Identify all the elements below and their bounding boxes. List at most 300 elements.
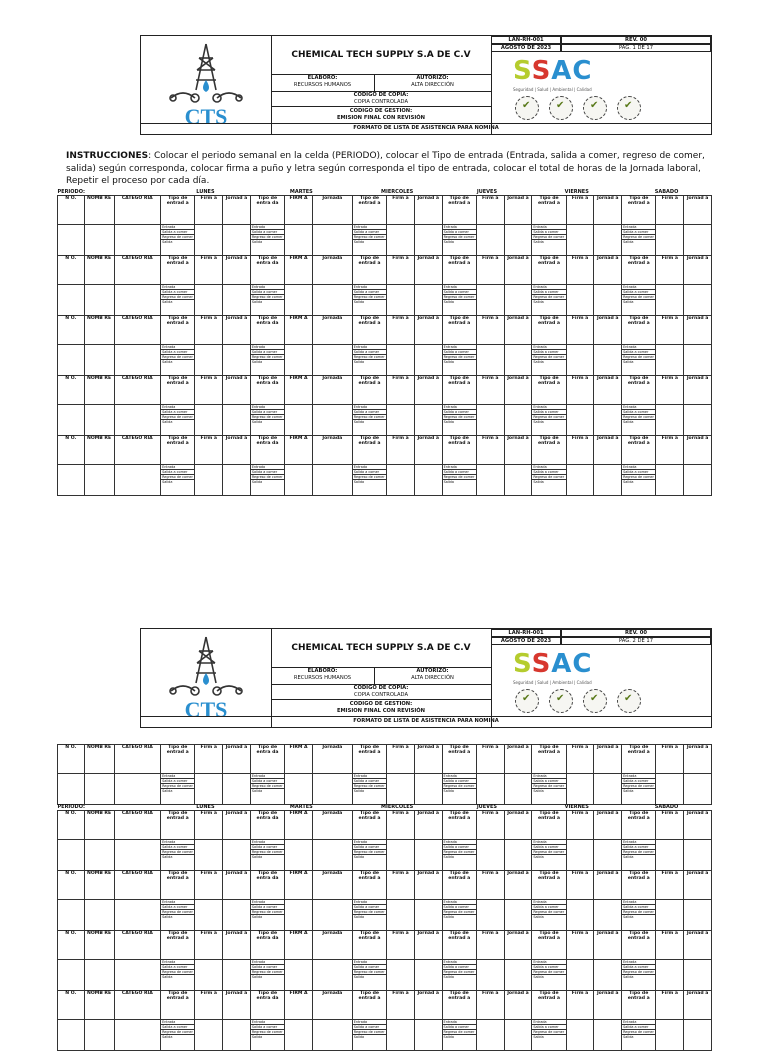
day-label: MIERCOLES bbox=[381, 804, 414, 810]
cell-nombre[interactable] bbox=[84, 1020, 114, 1051]
entry-types-cell bbox=[442, 285, 476, 316]
cell-firma[interactable] bbox=[387, 960, 415, 991]
col-tipo-entrada: Tipo de entrad a bbox=[161, 931, 195, 960]
cell-no[interactable] bbox=[58, 900, 85, 931]
col-categoria: CATEGO RIA bbox=[114, 316, 161, 345]
entry-type-label: Entrada bbox=[251, 840, 284, 845]
cell-no[interactable] bbox=[58, 405, 85, 436]
cell-firma[interactable] bbox=[387, 774, 415, 805]
entry-type-label: Entrada bbox=[443, 960, 476, 965]
cell-jornada[interactable] bbox=[684, 900, 712, 931]
cell-firma[interactable] bbox=[476, 465, 504, 496]
cell-nombre[interactable] bbox=[84, 225, 114, 256]
cert-seal-icon bbox=[617, 96, 641, 120]
entry-type-label: Regreso de comer bbox=[443, 475, 475, 479]
cell-jornada[interactable] bbox=[594, 900, 622, 931]
cell-firma[interactable] bbox=[656, 960, 684, 991]
col-categoria: CATEGO RIA bbox=[114, 991, 161, 1020]
cell-jornada[interactable] bbox=[504, 774, 532, 805]
cell-firma[interactable] bbox=[387, 840, 415, 871]
cell-categoria[interactable] bbox=[114, 345, 161, 376]
col-jornada: Jornad a bbox=[414, 196, 442, 225]
cell-jornada[interactable] bbox=[312, 405, 352, 436]
entry-type-label: Salida a comer bbox=[532, 1025, 565, 1030]
cell-firma[interactable] bbox=[387, 285, 415, 316]
cell-jornada[interactable] bbox=[504, 225, 532, 256]
cell-jornada[interactable] bbox=[312, 285, 352, 316]
cell-nombre[interactable] bbox=[84, 405, 114, 436]
col-jornada: Jornad a bbox=[594, 376, 622, 405]
entry-type-label: Entrada bbox=[443, 1020, 476, 1025]
entry-type-label: Salida a comer bbox=[532, 350, 565, 355]
cell-firma[interactable] bbox=[195, 840, 223, 871]
entry-type-label: Salida bbox=[353, 480, 365, 484]
entry-type-label: Entrada bbox=[622, 1020, 655, 1025]
elaboro-cell: ELABORO: RECURSOS HUMANOS bbox=[271, 667, 375, 685]
col-jornada: Jornad a bbox=[594, 436, 622, 465]
entry-type-label: Salida a comer bbox=[353, 1025, 386, 1030]
col-firma: Firm a bbox=[387, 871, 415, 900]
col-firma: Firm a bbox=[476, 436, 504, 465]
entry-types-cell bbox=[442, 840, 476, 871]
cell-nombre[interactable] bbox=[84, 345, 114, 376]
cell-categoria[interactable] bbox=[114, 840, 161, 871]
cell-categoria[interactable] bbox=[114, 960, 161, 991]
col-firma: FIRM A bbox=[285, 256, 313, 285]
cell-jornada[interactable] bbox=[223, 405, 251, 436]
col-categoria: CATEGO RIA bbox=[114, 376, 161, 405]
cell-jornada[interactable] bbox=[414, 465, 442, 496]
cell-firma[interactable] bbox=[566, 345, 594, 376]
entry-types-cell bbox=[442, 465, 476, 496]
cell-firma[interactable] bbox=[566, 840, 594, 871]
entry-type-label: Salida a comer bbox=[622, 230, 655, 235]
cert-seal-icon bbox=[515, 689, 539, 713]
cell-no[interactable] bbox=[58, 465, 85, 496]
col-jornada: Jornad a bbox=[594, 316, 622, 345]
col-jornada: Jornada bbox=[312, 256, 352, 285]
entry-type-label: Regreso de comer bbox=[443, 235, 475, 239]
col-tipo-entrada: Tipo de entrad a bbox=[622, 316, 656, 345]
cell-jornada[interactable] bbox=[684, 840, 712, 871]
col-jornada: Jornada bbox=[312, 196, 352, 225]
entry-type-label: Salida bbox=[443, 420, 454, 424]
col-jornada: Jornad a bbox=[504, 316, 532, 345]
cell-jornada[interactable] bbox=[504, 285, 532, 316]
cell-firma[interactable] bbox=[195, 225, 223, 256]
col-tipo-entrada: Tipo de entrad a bbox=[622, 991, 656, 1020]
cell-jornada[interactable] bbox=[223, 1020, 251, 1051]
entry-type-label: Salida a comer bbox=[622, 965, 655, 970]
cell-jornada[interactable] bbox=[312, 345, 352, 376]
col-tipo-entrada: Tipo de entrad a bbox=[442, 316, 476, 345]
cell-categoria[interactable] bbox=[114, 465, 161, 496]
ssac-logo: SSAC bbox=[513, 649, 593, 679]
table-header-row bbox=[58, 256, 712, 285]
entry-type-label: Entrada bbox=[161, 405, 194, 410]
col-jornada: Jornad a bbox=[594, 931, 622, 960]
cell-jornada[interactable] bbox=[684, 465, 712, 496]
col-firma: Firm a bbox=[476, 871, 504, 900]
cell-firma[interactable] bbox=[656, 900, 684, 931]
cell-firma[interactable] bbox=[285, 465, 313, 496]
cell-no[interactable] bbox=[58, 225, 85, 256]
col-firma: Firm a bbox=[387, 745, 415, 774]
cell-firma[interactable] bbox=[195, 960, 223, 991]
cell-firma[interactable] bbox=[285, 285, 313, 316]
cell-firma[interactable] bbox=[285, 960, 313, 991]
autorizo-cell: AUTORIZO: ALTA DIRECCIÓN bbox=[411, 668, 454, 681]
page-number: PAG. 2 DE 17 bbox=[561, 637, 711, 645]
revision: REV. 00 bbox=[561, 36, 711, 44]
entry-type-label: Salida a comer bbox=[251, 230, 284, 235]
entry-type-label: Regreso de comer bbox=[443, 415, 475, 419]
entry-type-label: Salida bbox=[623, 975, 634, 979]
col-firma: Firm a bbox=[195, 931, 223, 960]
col-jornada: Jornad a bbox=[594, 871, 622, 900]
cell-nombre[interactable] bbox=[84, 900, 114, 931]
cell-firma[interactable] bbox=[476, 960, 504, 991]
cell-jornada[interactable] bbox=[684, 960, 712, 991]
cell-jornada[interactable] bbox=[223, 225, 251, 256]
cell-jornada[interactable] bbox=[414, 345, 442, 376]
cell-jornada[interactable] bbox=[312, 225, 352, 256]
col-jornada: Jornad a bbox=[684, 436, 712, 465]
cell-firma[interactable] bbox=[476, 345, 504, 376]
cert-seal-icon bbox=[583, 689, 607, 713]
entry-type-label: Salida a comer bbox=[353, 470, 386, 475]
cell-firma[interactable] bbox=[195, 405, 223, 436]
entry-type-label: Salida bbox=[443, 300, 454, 304]
col-firma: Firm a bbox=[195, 811, 223, 840]
cell-jornada[interactable] bbox=[414, 960, 442, 991]
day-label: SABADO bbox=[654, 189, 679, 195]
cell-firma[interactable] bbox=[656, 774, 684, 805]
cell-firma[interactable] bbox=[285, 1020, 313, 1051]
cell-nombre[interactable] bbox=[84, 465, 114, 496]
cell-firma[interactable] bbox=[387, 225, 415, 256]
cell-firma[interactable] bbox=[656, 285, 684, 316]
col-jornada: Jornada bbox=[312, 991, 352, 1020]
entry-type-label: Salida bbox=[443, 480, 454, 484]
col-firma: Firm a bbox=[656, 256, 684, 285]
entry-type-label: Regreso de comer bbox=[623, 1030, 654, 1034]
cell-jornada[interactable] bbox=[684, 1020, 712, 1051]
entry-type-label: Salida a comer bbox=[161, 905, 194, 910]
cell-no[interactable] bbox=[58, 1020, 85, 1051]
cell-nombre[interactable] bbox=[84, 960, 114, 991]
cell-categoria[interactable] bbox=[114, 1020, 161, 1051]
cell-firma[interactable] bbox=[566, 285, 594, 316]
cell-jornada[interactable] bbox=[414, 774, 442, 805]
entry-type-label: Salida a comer bbox=[622, 290, 655, 295]
col-firma: FIRM A bbox=[285, 376, 313, 405]
entry-types-cell bbox=[532, 465, 566, 496]
cell-no[interactable] bbox=[58, 345, 85, 376]
entry-type-label: Salida bbox=[251, 855, 263, 859]
cell-jornada[interactable] bbox=[223, 840, 251, 871]
col-firma: Firm a bbox=[195, 196, 223, 225]
cell-firma[interactable] bbox=[195, 465, 223, 496]
entry-types-cell bbox=[532, 774, 566, 805]
cell-firma[interactable] bbox=[566, 1020, 594, 1051]
cell-jornada[interactable] bbox=[223, 465, 251, 496]
table-row bbox=[58, 774, 712, 805]
col-tipo-entrada: Tipo de entrad a bbox=[622, 871, 656, 900]
cell-categoria[interactable] bbox=[114, 774, 161, 805]
cell-firma[interactable] bbox=[285, 840, 313, 871]
entry-type-label: Salida a comer bbox=[622, 905, 655, 910]
entry-type-label: Salida a comer bbox=[532, 845, 565, 850]
cell-firma[interactable] bbox=[285, 774, 313, 805]
cell-firma[interactable] bbox=[387, 345, 415, 376]
cell-jornada[interactable] bbox=[594, 285, 622, 316]
cell-firma[interactable] bbox=[476, 774, 504, 805]
col-tipo-entrada: Tipo de entrad a bbox=[352, 871, 386, 900]
cell-jornada[interactable] bbox=[594, 465, 622, 496]
cell-firma[interactable] bbox=[476, 840, 504, 871]
entry-types-cell bbox=[622, 840, 656, 871]
col-firma: Firm a bbox=[566, 256, 594, 285]
cell-jornada[interactable] bbox=[594, 960, 622, 991]
entry-type-label: Regreso de comer bbox=[623, 355, 654, 359]
cell-jornada[interactable] bbox=[414, 285, 442, 316]
col-categoria: CATEGO RIA bbox=[114, 436, 161, 465]
cell-firma[interactable] bbox=[387, 900, 415, 931]
cell-firma[interactable] bbox=[195, 345, 223, 376]
col-firma: Firm a bbox=[387, 811, 415, 840]
entry-types-cell bbox=[250, 225, 284, 256]
col-categoria: CATEGO RIA bbox=[114, 931, 161, 960]
cell-jornada[interactable] bbox=[504, 405, 532, 436]
col-jornada: Jornad a bbox=[414, 256, 442, 285]
entry-type-label: Salida a comer bbox=[532, 965, 565, 970]
entry-type-label: Regreso de comer bbox=[443, 850, 475, 854]
entry-type-label: Salida bbox=[533, 915, 544, 919]
col-jornada: Jornada bbox=[312, 931, 352, 960]
entry-type-label: Salida bbox=[251, 975, 263, 979]
table-header-row bbox=[58, 196, 712, 225]
cell-firma[interactable] bbox=[285, 225, 313, 256]
cell-no[interactable] bbox=[58, 774, 85, 805]
cell-nombre[interactable] bbox=[84, 285, 114, 316]
entry-type-label: Salida a comer bbox=[161, 290, 194, 295]
entry-types-cell bbox=[161, 225, 195, 256]
col-firma: Firm a bbox=[566, 436, 594, 465]
table-header-row bbox=[58, 436, 712, 465]
cell-jornada[interactable] bbox=[312, 774, 352, 805]
col-tipo-entrada: Tipo de entrad a bbox=[532, 256, 566, 285]
entry-type-label: Salida bbox=[533, 240, 544, 244]
entry-type-label: Entrada bbox=[251, 774, 284, 779]
cell-nombre[interactable] bbox=[84, 840, 114, 871]
entry-type-label: Regreso de comer bbox=[162, 415, 193, 419]
cell-jornada[interactable] bbox=[223, 900, 251, 931]
entry-type-label: Regreso de comer bbox=[353, 355, 385, 359]
cert-seal-icon bbox=[515, 96, 539, 120]
entry-type-label: Salida bbox=[162, 300, 173, 304]
cell-categoria[interactable] bbox=[114, 405, 161, 436]
cell-jornada[interactable] bbox=[684, 225, 712, 256]
cell-jornada[interactable] bbox=[594, 1020, 622, 1051]
cell-firma[interactable] bbox=[566, 225, 594, 256]
col-tipo-entrada: Tipo de entra da bbox=[250, 316, 284, 345]
cell-jornada[interactable] bbox=[684, 405, 712, 436]
entry-type-label: Salida a comer bbox=[622, 845, 655, 850]
entry-types-cell bbox=[532, 345, 566, 376]
col-tipo-entrada: Tipo de entra da bbox=[250, 436, 284, 465]
ssac-subtitle: Seguridad | Salud | Ambiental | Calidad bbox=[513, 680, 592, 685]
cell-jornada[interactable] bbox=[414, 900, 442, 931]
cell-firma[interactable] bbox=[387, 1020, 415, 1051]
cell-firma[interactable] bbox=[656, 405, 684, 436]
cts-logo-icon bbox=[151, 633, 261, 723]
cell-jornada[interactable] bbox=[594, 225, 622, 256]
entry-type-label: Salida a comer bbox=[443, 1025, 476, 1030]
cell-firma[interactable] bbox=[566, 960, 594, 991]
table-row bbox=[58, 900, 712, 931]
col-jornada: Jornad a bbox=[504, 991, 532, 1020]
day-label: JUEVES bbox=[476, 189, 498, 195]
entry-type-label: Salida bbox=[533, 300, 544, 304]
col-tipo-entrada: Tipo de entrad a bbox=[442, 745, 476, 774]
cell-firma[interactable] bbox=[285, 900, 313, 931]
cell-firma[interactable] bbox=[566, 405, 594, 436]
entry-type-label: Regreso de comer bbox=[623, 235, 654, 239]
cell-jornada[interactable] bbox=[223, 345, 251, 376]
entry-type-label: Regreso de comer bbox=[533, 970, 565, 974]
cell-firma[interactable] bbox=[656, 465, 684, 496]
cell-nombre[interactable] bbox=[84, 774, 114, 805]
cell-firma[interactable] bbox=[387, 465, 415, 496]
instructions-label: INSTRUCCIONES bbox=[66, 151, 149, 161]
entry-type-label: Entrada bbox=[353, 900, 386, 905]
cell-firma[interactable] bbox=[656, 225, 684, 256]
cell-jornada[interactable] bbox=[504, 840, 532, 871]
entry-type-label: Salida a comer bbox=[443, 230, 476, 235]
col-jornada: Jornad a bbox=[684, 931, 712, 960]
day-label: SABADO bbox=[654, 804, 679, 810]
cell-firma[interactable] bbox=[195, 774, 223, 805]
day-label: MARTES bbox=[289, 804, 313, 810]
cell-firma[interactable] bbox=[476, 1020, 504, 1051]
cell-firma[interactable] bbox=[656, 345, 684, 376]
entry-type-label: Salida a comer bbox=[353, 845, 386, 850]
cell-firma[interactable] bbox=[195, 1020, 223, 1051]
col-firma: FIRM A bbox=[285, 436, 313, 465]
cell-jornada[interactable] bbox=[684, 345, 712, 376]
entry-type-label: Salida bbox=[162, 855, 173, 859]
cell-firma[interactable] bbox=[195, 900, 223, 931]
cell-firma[interactable] bbox=[476, 285, 504, 316]
cell-jornada[interactable] bbox=[594, 774, 622, 805]
cell-jornada[interactable] bbox=[223, 774, 251, 805]
col-tipo-entrada: Tipo de entra da bbox=[250, 931, 284, 960]
cell-firma[interactable] bbox=[476, 900, 504, 931]
entry-type-label: Entrada bbox=[353, 405, 386, 410]
entry-type-label: Salida a comer bbox=[443, 779, 476, 784]
cell-no[interactable] bbox=[58, 960, 85, 991]
cell-jornada[interactable] bbox=[312, 960, 352, 991]
cell-jornada[interactable] bbox=[594, 345, 622, 376]
cell-jornada[interactable] bbox=[414, 225, 442, 256]
entry-types-cell bbox=[532, 225, 566, 256]
col-nombre: NOMB RE bbox=[84, 811, 114, 840]
cell-firma[interactable] bbox=[566, 900, 594, 931]
cell-jornada[interactable] bbox=[312, 1020, 352, 1051]
cell-jornada[interactable] bbox=[414, 840, 442, 871]
cell-categoria[interactable] bbox=[114, 900, 161, 931]
col-firma: Firm a bbox=[656, 871, 684, 900]
cell-no[interactable] bbox=[58, 840, 85, 871]
cell-firma[interactable] bbox=[285, 405, 313, 436]
cell-firma[interactable] bbox=[476, 225, 504, 256]
entry-type-label: Regreso de comer bbox=[353, 970, 385, 974]
cell-jornada[interactable] bbox=[414, 405, 442, 436]
cell-jornada[interactable] bbox=[504, 345, 532, 376]
cell-no[interactable] bbox=[58, 285, 85, 316]
entry-type-label: Regreso de comer bbox=[251, 784, 283, 788]
cell-jornada[interactable] bbox=[414, 1020, 442, 1051]
cell-categoria[interactable] bbox=[114, 285, 161, 316]
col-categoria: CATEGO RIA bbox=[114, 745, 161, 774]
day-label: MIERCOLES bbox=[381, 189, 414, 195]
cell-firma[interactable] bbox=[285, 345, 313, 376]
entry-type-label: Entrada bbox=[161, 285, 194, 290]
entry-types-cell bbox=[352, 1020, 386, 1051]
col-jornada: Jornada bbox=[312, 871, 352, 900]
cell-jornada[interactable] bbox=[594, 405, 622, 436]
entry-types-cell bbox=[622, 405, 656, 436]
cell-jornada[interactable] bbox=[594, 840, 622, 871]
cert-seal-icon bbox=[617, 689, 641, 713]
instructions-text: : Colocar el periodo semanal en la celda (PERIODO), colocar el Tipo de entrada (Entrada, salida a comer, regreso de comer, salida) según corresponda, colocar firma a puño y letra según corresponda el tipo de entrada, colocar el total de horas de la Jornada laboral, Repetir el proceso por cada día. bbox=[66, 151, 705, 187]
cell-jornada[interactable] bbox=[223, 285, 251, 316]
cell-jornada[interactable] bbox=[312, 465, 352, 496]
entry-types-cell bbox=[161, 840, 195, 871]
cell-jornada[interactable] bbox=[504, 960, 532, 991]
entry-type-label: Salida bbox=[443, 1035, 454, 1039]
cell-jornada[interactable] bbox=[504, 465, 532, 496]
entry-type-label: Entrada bbox=[443, 465, 476, 470]
header-middle bbox=[271, 36, 492, 134]
cell-firma[interactable] bbox=[387, 405, 415, 436]
cell-firma[interactable] bbox=[566, 774, 594, 805]
cell-jornada[interactable] bbox=[504, 900, 532, 931]
col-no: N O. bbox=[58, 931, 85, 960]
col-jornada: Jornad a bbox=[414, 811, 442, 840]
cell-jornada[interactable] bbox=[312, 840, 352, 871]
cell-jornada[interactable] bbox=[684, 285, 712, 316]
entry-types-cell bbox=[352, 465, 386, 496]
cell-categoria[interactable] bbox=[114, 225, 161, 256]
table-row bbox=[58, 465, 712, 496]
cell-firma[interactable] bbox=[656, 1020, 684, 1051]
cell-jornada[interactable] bbox=[504, 1020, 532, 1051]
col-firma: Firm a bbox=[566, 196, 594, 225]
cell-firma[interactable] bbox=[195, 285, 223, 316]
cell-jornada[interactable] bbox=[684, 774, 712, 805]
entry-type-label: Salida bbox=[251, 300, 263, 304]
cell-firma[interactable] bbox=[566, 465, 594, 496]
cell-firma[interactable] bbox=[476, 405, 504, 436]
cell-jornada[interactable] bbox=[223, 960, 251, 991]
cell-jornada[interactable] bbox=[312, 900, 352, 931]
entry-types-cell bbox=[250, 345, 284, 376]
cell-firma[interactable] bbox=[656, 840, 684, 871]
entry-type-label: Salida a comer bbox=[532, 410, 565, 415]
col-no: N O. bbox=[58, 745, 85, 774]
